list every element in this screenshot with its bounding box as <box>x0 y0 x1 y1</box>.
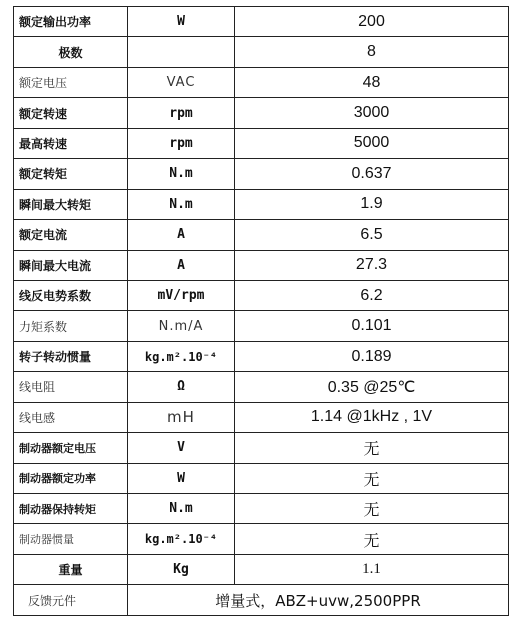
table-row <box>14 280 509 310</box>
unit-cell: rpm <box>128 128 235 158</box>
param-label: 制动器额定功率 <box>14 463 128 493</box>
table-row <box>14 341 509 371</box>
value-cell: 1.1 <box>235 554 509 584</box>
table-row <box>14 402 509 432</box>
table-row <box>14 159 509 189</box>
motor-spec-table <box>13 6 509 616</box>
unit-cell: mV/rpm <box>128 280 235 310</box>
param-label: 极数 <box>14 37 128 67</box>
param-label: 制动器惯量 <box>14 524 128 554</box>
unit-cell: Ω <box>128 372 235 402</box>
value-cell: 0.101 <box>235 311 509 341</box>
value-cell: 无 <box>235 433 509 463</box>
unit-cell: Kg <box>128 554 235 584</box>
table-row <box>14 250 509 280</box>
param-label: 力矩系数 <box>14 311 128 341</box>
value-cell: 0.637 <box>235 159 509 189</box>
unit-cell <box>128 37 235 67</box>
unit-cell: N.m <box>128 494 235 524</box>
unit-cell: kg.m².10⁻⁴ <box>128 524 235 554</box>
value-cell: 无 <box>235 524 509 554</box>
param-label: 制动器保持转矩 <box>14 494 128 524</box>
table-row <box>14 7 509 37</box>
table-row <box>14 128 509 158</box>
value-cell: 200 <box>235 7 509 37</box>
table-row <box>14 463 509 493</box>
param-label: 反馈元件 <box>14 585 128 616</box>
table-row <box>14 67 509 97</box>
value-cell: 0.189 <box>235 341 509 371</box>
table-row <box>14 220 509 250</box>
table-row <box>14 524 509 554</box>
unit-cell: V <box>128 433 235 463</box>
table-row <box>14 372 509 402</box>
table-row <box>14 37 509 67</box>
table-row <box>14 189 509 219</box>
table-row <box>14 554 509 584</box>
feedback-value-cell: 增量式，ABZ+uvw,2500PPR <box>128 585 509 616</box>
param-label: 瞬间最大转矩 <box>14 189 128 219</box>
table-row <box>14 311 509 341</box>
unit-cell: A <box>128 220 235 250</box>
value-cell: 5000 <box>235 128 509 158</box>
unit-cell: N.m <box>128 159 235 189</box>
param-label: 最高转速 <box>14 128 128 158</box>
table-row <box>14 433 509 463</box>
unit-cell: W <box>128 463 235 493</box>
param-label: 额定转矩 <box>14 159 128 189</box>
value-cell: 1.9 <box>235 189 509 219</box>
value-cell: 无 <box>235 463 509 493</box>
param-label: 重量 <box>14 554 128 584</box>
table-row <box>14 585 509 616</box>
value-cell: 27.3 <box>235 250 509 280</box>
unit-cell: rpm <box>128 98 235 128</box>
param-label: 线电感 <box>14 402 128 432</box>
param-label: 额定电流 <box>14 220 128 250</box>
value-cell: 3000 <box>235 98 509 128</box>
param-label: 额定电压 <box>14 67 128 97</box>
param-label: 额定输出功率 <box>14 7 128 37</box>
param-label: 额定转速 <box>14 98 128 128</box>
unit-cell: W <box>128 7 235 37</box>
unit-cell: N.m/A <box>128 311 235 341</box>
value-cell: 8 <box>235 37 509 67</box>
unit-cell: kg.m².10⁻⁴ <box>128 341 235 371</box>
unit-cell: mH <box>128 402 235 432</box>
param-label: 转子转动惯量 <box>14 341 128 371</box>
param-label: 瞬间最大电流 <box>14 250 128 280</box>
param-label: 制动器额定电压 <box>14 433 128 463</box>
param-label: 线电阻 <box>14 372 128 402</box>
unit-cell: A <box>128 250 235 280</box>
value-cell: 6.5 <box>235 220 509 250</box>
table-row <box>14 98 509 128</box>
value-cell: 1.14 @1kHz , 1V <box>235 402 509 432</box>
value-cell: 无 <box>235 494 509 524</box>
value-cell: 48 <box>235 67 509 97</box>
param-label: 线反电势系数 <box>14 280 128 310</box>
table-row <box>14 494 509 524</box>
unit-cell: VAC <box>128 67 235 97</box>
value-cell: 0.35 @25℃ <box>235 372 509 402</box>
value-cell: 6.2 <box>235 280 509 310</box>
unit-cell: N.m <box>128 189 235 219</box>
